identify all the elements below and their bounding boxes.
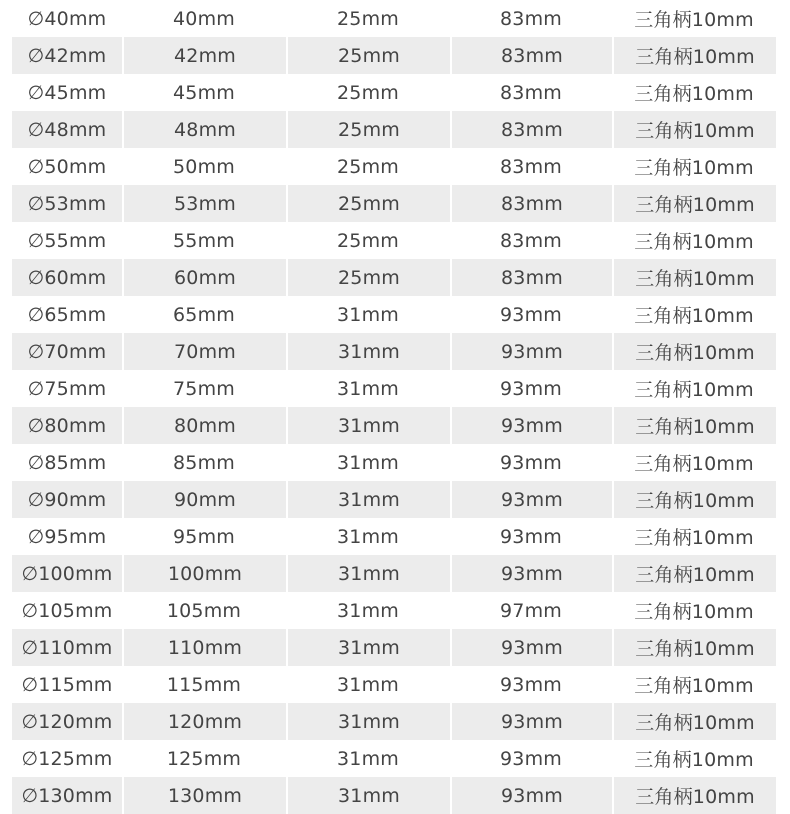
table-cell: 25mm — [286, 111, 450, 148]
table-cell: 70mm — [122, 333, 286, 370]
table-cell: 31mm — [337, 599, 399, 622]
table-cell: ∅55mm — [27, 229, 107, 252]
table-row — [12, 370, 776, 407]
table-cell: 90mm — [122, 481, 286, 518]
table-cell: 93mm — [500, 747, 562, 770]
table-cell: 三角柄10mm — [634, 157, 754, 179]
table-cell: 31mm — [286, 555, 450, 592]
table-cell: ∅80mm — [12, 407, 122, 444]
table-row — [12, 444, 776, 481]
table-row — [12, 629, 776, 666]
table-cell: ∅100mm — [12, 555, 122, 592]
table-cell: 31mm — [286, 481, 450, 518]
table-cell: 93mm — [450, 555, 612, 592]
table-cell: ∅60mm — [12, 259, 122, 296]
table-cell: 48mm — [122, 111, 286, 148]
table-cell: 93mm — [450, 333, 612, 370]
table-cell: 83mm — [500, 155, 562, 178]
table-cell: ∅110mm — [12, 629, 122, 666]
table-cell: 三角柄10mm — [634, 749, 754, 771]
table-cell: 31mm — [286, 777, 450, 814]
table-cell: 31mm — [337, 303, 399, 326]
table-cell: 93mm — [450, 629, 612, 666]
table-cell: 53mm — [122, 185, 286, 222]
table-cell: 三角柄10mm — [612, 481, 776, 518]
table-cell: 三角柄10mm — [634, 231, 754, 253]
table-cell: 105mm — [166, 599, 242, 622]
table-cell: ∅50mm — [27, 155, 107, 178]
table-cell: 三角柄10mm — [612, 703, 776, 740]
table-row — [12, 740, 776, 777]
table-cell: 115mm — [166, 673, 242, 696]
table-cell: 83mm — [450, 37, 612, 74]
table-cell: 85mm — [173, 451, 235, 474]
table-cell: 80mm — [122, 407, 286, 444]
table-cell: ∅95mm — [27, 525, 107, 548]
table-cell: 45mm — [173, 81, 235, 104]
table-cell: 25mm — [286, 259, 450, 296]
table-cell: 三角柄10mm — [634, 675, 754, 697]
table-cell: 31mm — [337, 451, 399, 474]
table-cell: 95mm — [173, 525, 235, 548]
table-cell: 42mm — [122, 37, 286, 74]
table-row — [12, 555, 776, 592]
table-cell: 110mm — [122, 629, 286, 666]
table-cell: 83mm — [500, 7, 562, 30]
table-cell: 83mm — [450, 259, 612, 296]
table-cell: 三角柄10mm — [612, 777, 776, 814]
table-cell: 三角柄10mm — [634, 453, 754, 475]
table-cell: 93mm — [500, 303, 562, 326]
table-cell: 三角柄10mm — [634, 305, 754, 327]
table-cell: 25mm — [337, 229, 399, 252]
table-cell: 31mm — [337, 377, 399, 400]
table-cell: 31mm — [337, 673, 399, 696]
table-cell: ∅75mm — [27, 377, 107, 400]
table-cell: 三角柄10mm — [612, 407, 776, 444]
table-cell: 31mm — [286, 407, 450, 444]
table-cell: ∅85mm — [27, 451, 107, 474]
table-cell: 三角柄10mm — [634, 9, 754, 31]
table-cell: 65mm — [173, 303, 235, 326]
table-row — [12, 259, 776, 296]
table-row — [12, 0, 776, 37]
table-cell: 120mm — [122, 703, 286, 740]
table-cell: 三角柄10mm — [612, 555, 776, 592]
table-cell: 93mm — [500, 525, 562, 548]
table-row — [12, 148, 776, 185]
table-cell: 125mm — [166, 747, 242, 770]
table-cell: ∅90mm — [12, 481, 122, 518]
table-row — [12, 333, 776, 370]
table-cell: 25mm — [286, 185, 450, 222]
table-row — [12, 74, 776, 111]
table-cell: 三角柄10mm — [612, 37, 776, 74]
table-cell: ∅115mm — [21, 673, 113, 696]
table-cell: 55mm — [173, 229, 235, 252]
table-cell: 93mm — [500, 673, 562, 696]
table-cell: 50mm — [173, 155, 235, 178]
table-cell: 100mm — [122, 555, 286, 592]
table-cell: ∅65mm — [27, 303, 107, 326]
table-row — [12, 703, 776, 740]
table-cell: 三角柄10mm — [612, 111, 776, 148]
table-row — [12, 37, 776, 74]
table-cell: 83mm — [500, 229, 562, 252]
table-cell: 75mm — [173, 377, 235, 400]
table-row — [12, 185, 776, 222]
table-cell: 60mm — [122, 259, 286, 296]
table-cell: 三角柄10mm — [634, 379, 754, 401]
table-cell: ∅130mm — [12, 777, 122, 814]
table-cell: 三角柄10mm — [612, 259, 776, 296]
table-cell: 25mm — [337, 155, 399, 178]
spec-table — [12, 0, 776, 814]
table-cell: 三角柄10mm — [634, 83, 754, 105]
table-cell: 31mm — [337, 525, 399, 548]
table-cell: 三角柄10mm — [612, 185, 776, 222]
table-cell: 83mm — [500, 81, 562, 104]
table-cell: 93mm — [450, 481, 612, 518]
table-cell: 25mm — [337, 7, 399, 30]
table-cell: ∅105mm — [21, 599, 113, 622]
table-row — [12, 407, 776, 444]
table-cell: 93mm — [450, 703, 612, 740]
table-cell: ∅48mm — [12, 111, 122, 148]
table-cell: 93mm — [450, 777, 612, 814]
table-row — [12, 666, 776, 703]
table-cell: ∅70mm — [12, 333, 122, 370]
table-cell: 83mm — [450, 111, 612, 148]
table-cell: 130mm — [122, 777, 286, 814]
table-cell: ∅125mm — [21, 747, 113, 770]
table-cell: 31mm — [286, 333, 450, 370]
table-cell: ∅45mm — [27, 81, 107, 104]
table-row — [12, 296, 776, 333]
table-cell: 40mm — [173, 7, 235, 30]
table-cell: 93mm — [450, 407, 612, 444]
table-cell: ∅40mm — [27, 7, 107, 30]
table-cell: 三角柄10mm — [634, 527, 754, 549]
table-cell: ∅53mm — [12, 185, 122, 222]
table-row — [12, 777, 776, 814]
table-row — [12, 518, 776, 555]
table-cell: ∅120mm — [12, 703, 122, 740]
table-cell: 93mm — [500, 377, 562, 400]
table-cell: 97mm — [500, 599, 562, 622]
table-cell: 三角柄10mm — [634, 601, 754, 623]
table-cell: 31mm — [286, 629, 450, 666]
table-cell: 31mm — [337, 747, 399, 770]
table-cell: 31mm — [286, 703, 450, 740]
table-cell: 三角柄10mm — [612, 333, 776, 370]
table-cell: 83mm — [450, 185, 612, 222]
table-cell: 93mm — [500, 451, 562, 474]
table-row — [12, 222, 776, 259]
table-cell: 25mm — [337, 81, 399, 104]
table-cell: 25mm — [286, 37, 450, 74]
table-row — [12, 481, 776, 518]
table-cell: ∅42mm — [12, 37, 122, 74]
table-row — [12, 111, 776, 148]
table-row — [12, 592, 776, 629]
table-cell: 三角柄10mm — [612, 629, 776, 666]
